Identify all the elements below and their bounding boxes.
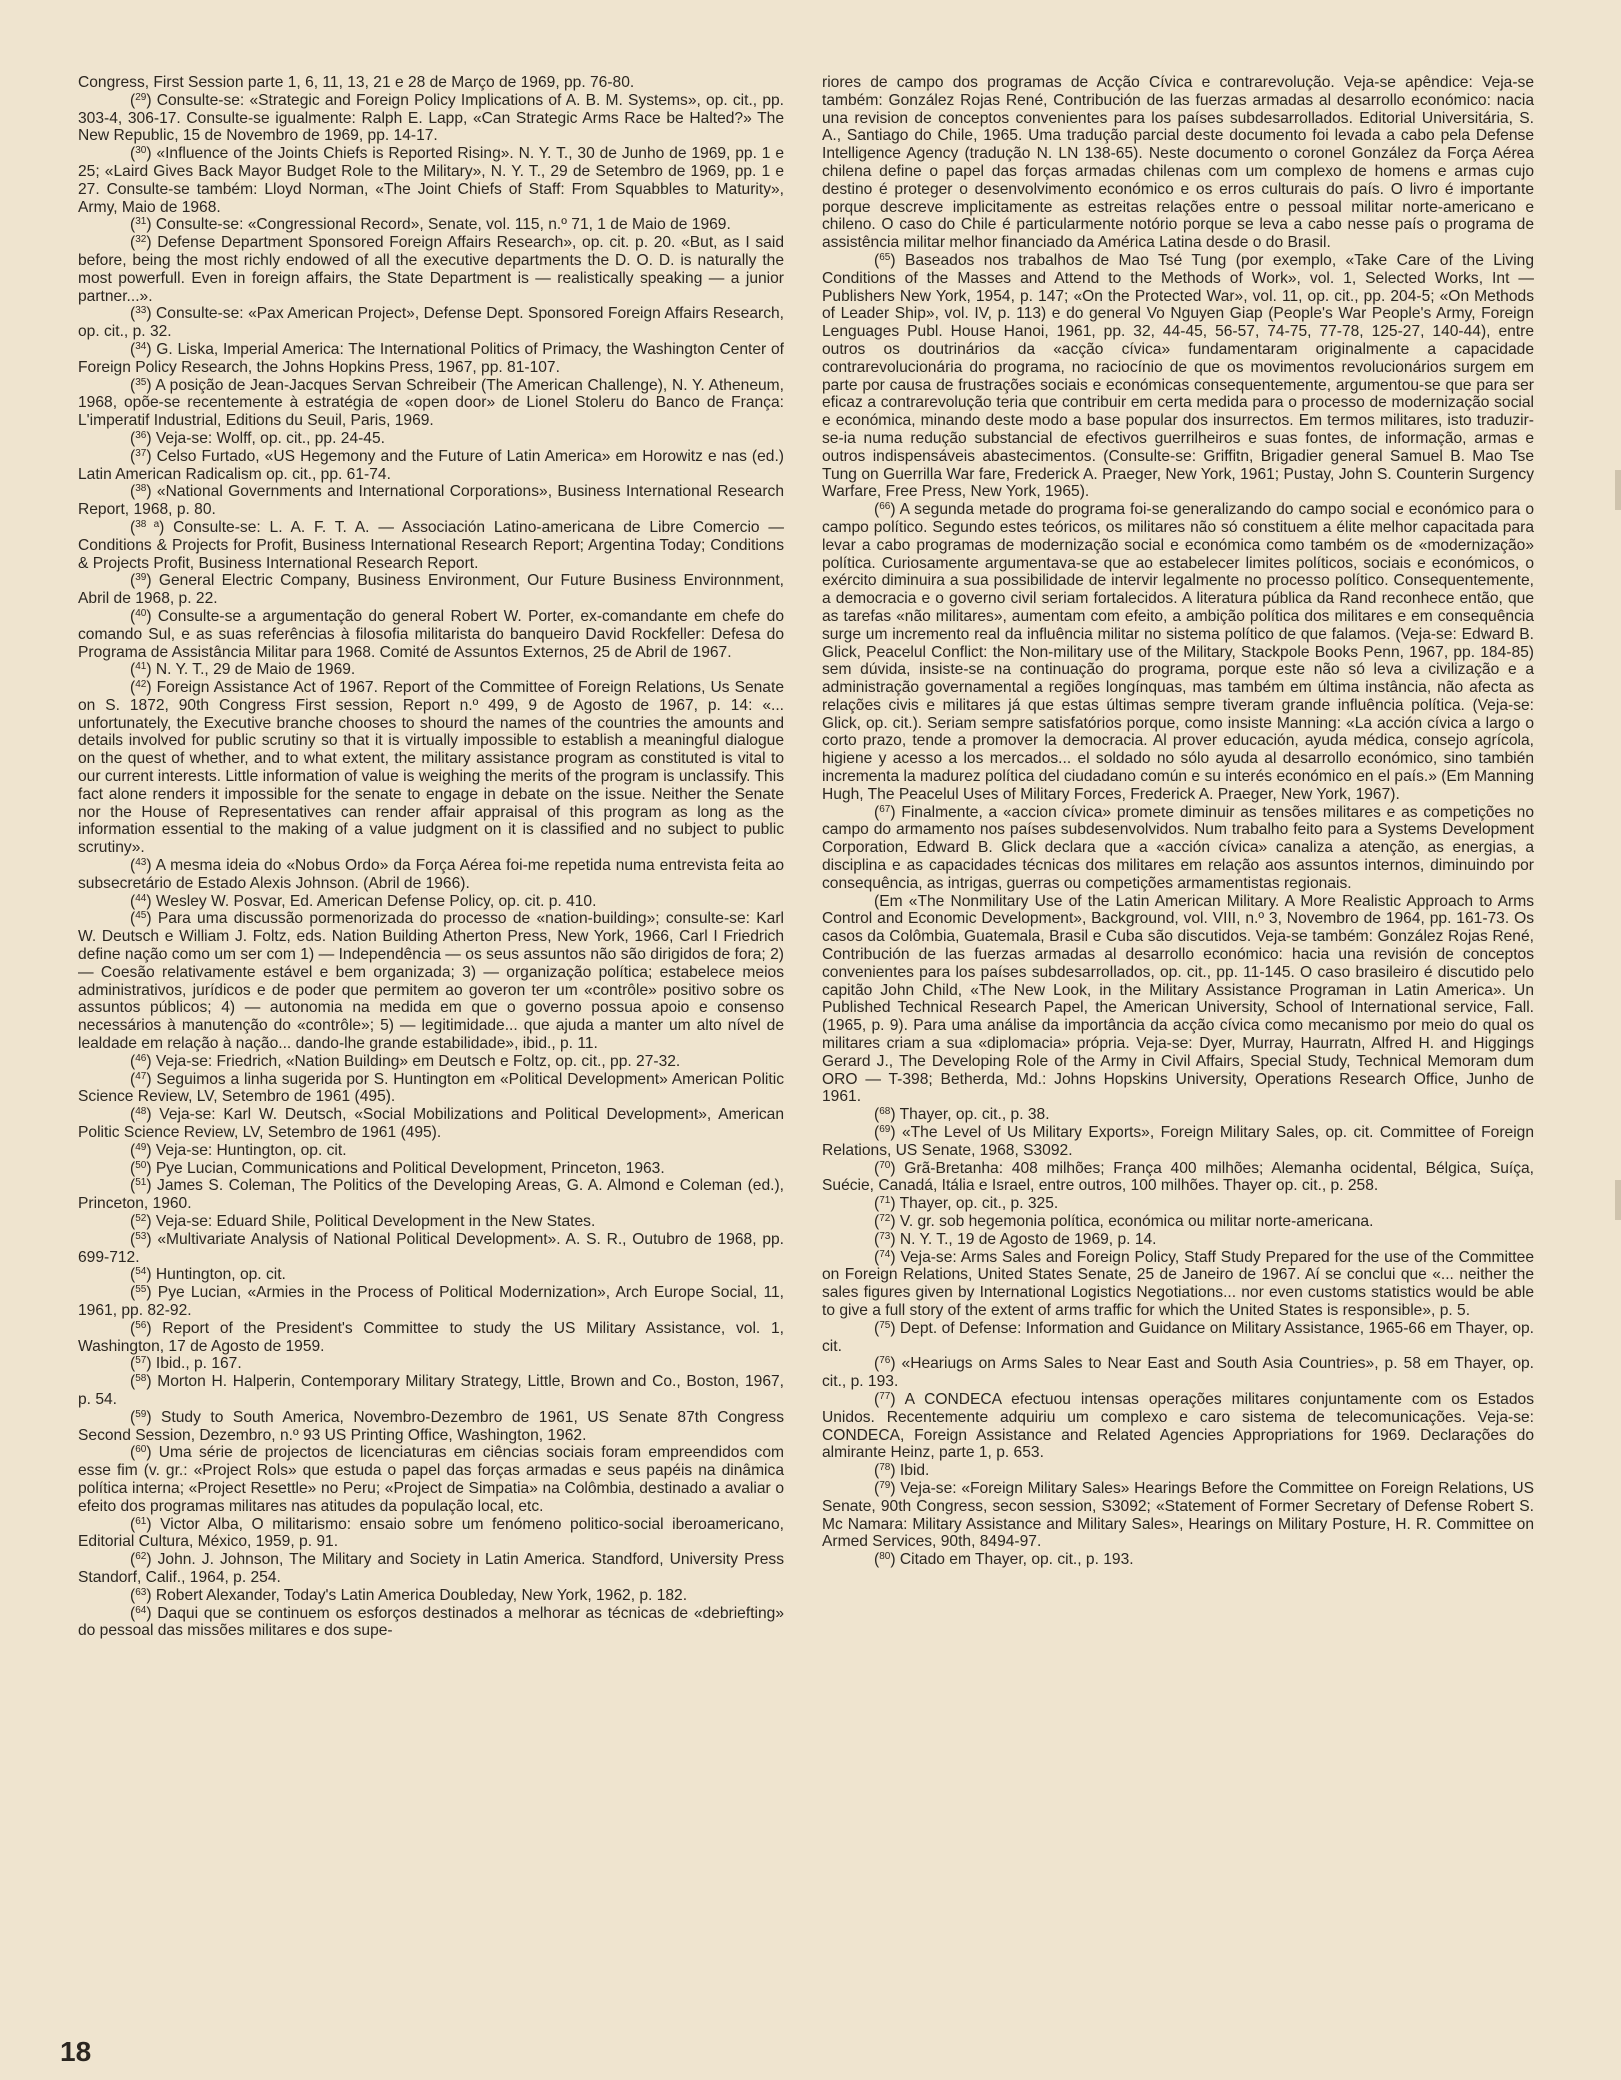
footnote-number: 47 bbox=[135, 1070, 147, 1082]
footnote: ($^{65}$) Baseados nos trabalhos de Mao Tsé Tung (por exemplo, «Take Care of the Living Conditions of the Masses and Attend to the Methods of Work», vol. 1, Selected Works, Int — Publishers New York, 1954, p. 147; «On the Protected War», vol. 11, op. cit., pp. 204-5; «On Methods of Leader Ship», vol. IV, p. 113) e do general Vo Nguyen Giap (People's War People's Army, Foreign Lenguages Publ. House Hanoi, 1961, pp. 32, 44-45, 56-57, 74-75, 77-78, 125-27, 140-44), entre outros os doutrinários da «acção cívica» fundamentaram originalmente a capacidade contrarevolucionária do programa, no raciocínio de que os movimentos revolucionários surgem em parte por causa de frustrações sociais e económicas consequentemente, argumentou-se que para ser eficaz a contrarevolução teria que contribuir em certa medida para o processo de modernização social e económica, minando deste modo a base popular dos insurrectos. Em termos militares, isto traduzir-se-ia numa redução substancial de efectivos guerrilheiros e suas fontes, de informação, armas e outros indispensáveis abastecimentos. (Consulte-se: Griffitn, Brigadier general Samuel B. Mao Tse Tung on Guerrilla War fare, Frederick A. Praeger, New York, 1961; Pustay, John S. Counterin Surgency Warfare, Free Press, New York, 1965). bbox=[822, 251, 1535, 501]
footnote: ($^{57}$) Ibid., p. 167. bbox=[130, 1355, 242, 1373]
left-column-footnotes bbox=[78, 74, 784, 1640]
footnote-text: A segunda metade do programa foi-se generalizando do campo social e económico para o campo político. Segundo estes teóricos, os militares não só constituem a élite melhor capacitada para levar a cabo programas de modernização social e económica como também os de «modernização» política. Curiosamente argumentava-se que ao estabelecer limites políticos, sociais e económicos, o exército diminuira a sua possibilidade de intervir legalmente no processo político. Consequentemente, a democracia e o governo civil seriam fortalecidos. A literatura pública da Rand reconhece então, que as tarefas «não militares», aumentam com efeito, a ambição política dos militares e em consequência surge um incremento real da influência militar no sistema político de que falamos. (Veja-se: Edward B. Glick, Peacelul Conflict: the Non-military use of the Military, Stackpole Books Penn, 1967, pp. 184-85) sem dúvida, insiste-se na continuação do programa, porque este não só leva a civilização e a administração governamental a regiões longínquas, mas também em última instância, não afecta as relações civis e militares já que estas últimas sempre tiveram grande influência política. (Veja-se: Glick, op. cit.). Seriam sempre satisfatórios porque, como insiste Manning: «La acción cívica a largo o corto prazo, tende a promover la democracia. Al prover educación, ayuda médica, consejo agrícola, higiene y acesso a los mercados... el soldado no sólo ayuda al desarrollo económico, sino también incrementa la madurez política del ciudadano común e su interés económico en el país.» (Em Manning Hugh, The Peacelul Uses of Military Forces, Frederick A. Praeger, New York, 1967). bbox=[822, 501, 1535, 803]
footnote-number: 77 bbox=[879, 1390, 891, 1402]
footnote-text: Consulte-se: «Strategic and Foreign Policy Implications of A. B. M. Systems», op. cit., pp. 303-4, 306-17. Consulte-se igualmente: Ralph E. Lapp, «Can Strategic Arms Race be Halted?» The New Republic, 15 de Novembro de 1969, pp. 14-17. bbox=[78, 91, 785, 145]
footnote-text: riores de campo dos programas de Acção Cívica e contrarevolução. Veja-se apêndice: Veja-se também: González Rojas René, Contribución de las fuerzas armadas al desarrollo económico: nacia una revision de conceptos convenientes para los países subdesarrollados. Editorial Universitária, S. A., Santiago do Chile, 1965. Uma tradução parcial deste documento foi levada a cabo pela Defense Intelligence Agency (tradução N. LN 138-65). Neste documento o coronel González da Força Aérea chilena define o papel das forças armadas chilenas com um complexo de homens e armas cujo destino é proteger o desenvolvimento económico e os erros culturais do país. O livro é importante porque descreve implicitamente as estreitas relações entre o pessoal militar norte-americano e chileno. O caso do Chile é particularmente notório porque se leva a cabo nesse país o programa de assistência militar melhor financiado da América Latina desde o do Brasil. bbox=[822, 74, 1534, 252]
footnote bbox=[822, 893, 1534, 1107]
footnote-text: Ibid., p. 167. bbox=[155, 1355, 242, 1373]
footnote bbox=[78, 74, 784, 92]
footnote-number: 30 bbox=[135, 145, 147, 157]
footnote-text: Veja-se: Wolff, op. cit., pp. 24-45. bbox=[155, 429, 385, 447]
footnote: ($^{59}$) Study to South America, Novembro-Dezembro de 1961, US Senate 87th Congress Second Session, Dezembro, n.º 93 US Printing Office, Washington, 1962. bbox=[78, 1408, 784, 1444]
footnote-number: 32 bbox=[135, 234, 147, 246]
footnote-text: Victor Alba, O militarismo: ensaio sobre um fenómeno politico-social iberoamericano, Editorial Cultura, México, 1959, p. 91. bbox=[78, 1515, 784, 1551]
footnote-text: (Em «The Nonmilitary Use of the Latin American Military. A More Realistic Approach to Arms Control and Economic Development», Background, vol. VIII, n.º 3, Novembro de 1964, pp. 161-73. Os casos da Colômbia, Guatemala, Brasil e Cuba são discutidos. Veja-se também: González Rojas René, Contribución de las fuerzas armadas al desarrollo económico: hacia una revisión de conceptos convenientes para los países subdesarrollados, op. cit., pp. 11-145. O caso brasileiro é discutido pelo capitão John Child, «The New Look, in the Military Assistance Programan in Latin America». Un Published Technical Research Papel, the American University, School of International service, Fall. (1965, p. 9). Para uma análise da importância da acção cívica como mecanismo por meio do qual os militares criam a sua «diplomacia» própria. Veja-se: Dyer, Murray, Haurratn, Alfred H. and Higgings Gerard J., The Developing Role of the Army in Civil Affairs, Special Study, Technical Memoram dum ORO — T-398; Betherda, Md.: Johns Hopskins University, Operations Research Office, Junho de 1961. bbox=[822, 892, 1534, 1106]
footnote: ($^{34}$) G. Liska, Imperial America: The International Politics of Primacy, the Washington Center of Foreign Policy Research, the Johns Hopkins Press, 1967, pp. 81-107. bbox=[78, 340, 784, 376]
footnote-number: 63 bbox=[135, 1586, 147, 1598]
footnote-number: 50 bbox=[135, 1159, 147, 1171]
footnote-text: «The Level of Us Military Exports», Foreign Military Sales, op. cit. Committee of Foreign Relations, US Senate, 1968, S3092. bbox=[822, 1124, 1534, 1159]
footnote-number: 52 bbox=[135, 1213, 147, 1224]
footnote: ($^{45}$) Para uma discussão pormenorizada do processo de «nation-building»; consulte-se: Karl W. Deutsch e William J. Foltz, eds. Nation Building Atherton Press, New York, 1966, Carl I Friedrich define nação como um ser com 1) — Independência — os seus assuntos não são dirigidos de fora; 2) — Coesão relativamente estável e bem organizada; 3) — organização política; estabelece meios administrativos, jurídicos e de poder que permitem ao goveron ter um «contrôle» positivo sobre os assuntos públicos; 4) — autonomia na medida em que o governo possua apoio e consenso necessários à manutenção do «contrôle»; 5) — legitimidade... que ajuda a manter um alto nível de lealdade em relação à nação... dando-lhe grande estabilidade», ibid., p. 11. bbox=[78, 910, 784, 1053]
footnote: ($^{69}$) «The Level of Us Military Exports», Foreign Military Sales, op. cit. Committee of Foreign Relations, US Senate, 1968, S3092. bbox=[822, 1124, 1534, 1159]
footnote-text: Para uma discussão pormenorizada do processo de «nation-building»; consulte-se: Karl W. Deutsch e William J. Foltz, eds. Nation Building Atherton Press, New York, 1966, Carl I Friedrich define nação como um ser com 1) — Independência — os seus assuntos não são dirigidos de fora; 2) — Coesão relativamente estável e bem organizada; 3) — organização política; estabelece meios administrativos, jurídicos e de poder que permitem ao goveron ter um «contrôle» positivo sobre os assuntos públicos; 4) — autonomia na medida em que o governo possua apoio e consenso necessários à manutenção do «contrôle»; 5) — legitimidade... que ajuda a manter um alto nível de lealdade em relação à nação... dando-lhe grande estabilidade», ibid., p. 11. bbox=[78, 910, 784, 1053]
footnote: ($^{56}$) Report of the President's Committee to study the US Military Assistance, vol. 1, Washington, 17 de Agosto de 1959. bbox=[78, 1319, 784, 1355]
footnote-text: James S. Coleman, The Politics of the Developing Areas, G. A. Almond e Coleman (ed.), Princeton, 1960. bbox=[78, 1177, 784, 1213]
footnote-number: 67 bbox=[879, 803, 891, 815]
footnote-number: 37 bbox=[135, 447, 147, 459]
footnote-text: Celso Furtado, «US Hegemony and the Future of Latin America» em Horowitz e nas (ed.) Latin American Radicalism op. cit., pp. 61-74. bbox=[78, 447, 784, 483]
footnote-number: 39 bbox=[135, 572, 147, 584]
footnote-number: 59 bbox=[135, 1408, 147, 1420]
footnote: ($^{40}$) Consulte-se a argumentação do general Robert W. Porter, ex-comandante em chefe do comando Sul, e as suas referências à filosofia militarista do banqueiro David Rockfeller: Defesa do Programa de Assistância Militar para 1968. Comité de Assuntos Externos, 25 de Abril de 1967. bbox=[78, 607, 784, 661]
footnote-number: 54 bbox=[135, 1266, 147, 1278]
footnote: ($^{52}$) Veja-se: Eduard Shile, Political Development in the New States. bbox=[130, 1213, 596, 1230]
footnote-number: 72 bbox=[879, 1213, 891, 1224]
footnote: ($^{35}$) A posição de Jean-Jacques Servan Schreibeir (The American Challenge), N. Y. Atheneum, 1968, opõe-se recentemente à estratégia de «open door» de Lionel Stoleru do Banco de França: L'imperatif Industrial, Editions du Seuil, Paris, 1969. bbox=[78, 376, 784, 430]
footnote: ($^{67}$) Finalmente, a «accion cívica» promete diminuir as tensões militares e as competições no campo do armamento nos países subdesenvolvidos. Num trabalho feito para a Systems Development Corporation, Edward B. Glick declara que a «acción cívica» canaliza a atenção, as energias, a disciplina e as capacidades técnicas dos militares em relação aos assuntos internos, diminuindo por consequência, as intrigas, guerras ou competições armamentistas regionais. bbox=[822, 803, 1535, 892]
footnote-number: 38 a bbox=[135, 518, 160, 530]
footnote-text: Grã-Bretanha: 408 milhões; França 400 milhões; Alemanha ocidental, Bélgica, Suíça, Suécie, Canadá, Itália e Israel, entre outros, 100 milhões. Thayer op. cit., p. 258. bbox=[822, 1159, 1535, 1195]
footnote-number: 33 bbox=[135, 305, 147, 317]
footnote-text: Robert Alexander, Today's Latin America Doubleday, New York, 1962, p. 182. bbox=[155, 1586, 688, 1604]
footnote-text: Baseados nos trabalhos de Mao Tsé Tung (por exemplo, «Take Care of the Living Conditions of the Masses and Attend to the Methods of Work», vol. 1, Selected Works, Int — Publishers New York, 1954, p. 147; «On the Protected War», vol. 11, op. cit., pp. 204-5; «On Methods of Leader Ship», vol. IV, p. 113) e do general Vo Nguyen Giap (People's War People's Army, Foreign Lenguages Publ. House Hanoi, 1961, pp. 32, 44-45, 56-57, 74-75, 77-78, 125-27, 140-44), entre outros os doutrinários da «acção cívica» fundamentaram originalmente a capacidade contrarevolucionária do programa, no raciocínio de que os movimentos revolucionários surgem em parte por causa de frustrações sociais e económicas consequentemente, argumentou-se que para ser eficaz a contrarevolução teria que contribuir em certa medida para o processo de modernização social e económica, minando deste modo a base popular dos insurrectos. Em termos militares, isto traduzir-se-ia numa redução substancial de efectivos guerrilheiros e suas fontes, de informação, armas e outros indispensáveis abastecimentos. (Consulte-se: Griffitn, Brigadier general Samuel B. Mao Tse Tung on Guerrilla War fare, Frederick A. Praeger, New York, 1961; Pustay, John S. Counterin Surgency Warfare, Free Press, New York, 1965). bbox=[822, 251, 1535, 501]
footnote-number: 48 bbox=[135, 1106, 147, 1118]
footnote-number: 43 bbox=[135, 857, 147, 869]
footnote-number: 64 bbox=[135, 1604, 147, 1616]
footnote-text: Veja-se: Karl W. Deutsch, «Social Mobilizations and Political Development», American Politic Science Review, LV, Setembro de 1961 (495). bbox=[78, 1106, 784, 1142]
footnote-text: Defense Department Sponsored Foreign Affairs Research», op. cit. p. 20. «But, as I said before, being the most richly endowed of all the executive departments the D. O. D. is naturally the most powerfull. Even in foreign affairs, the State Department is — realistically speaking — a junior partner...». bbox=[78, 234, 784, 305]
footnote: ($^{77}$) A CONDECA efectuou intensas operações militares conjuntamente com os Estados Unidos. Recentemente adquiriu um complexo e caro sistema de telecomunicações. Veja-se: CONDECA, Foreign Assistance and Related Agencies Appropriations for 1969. Declarações do almirante Heinz, parte 1, p. 653. bbox=[822, 1390, 1534, 1462]
footnote-number: 57 bbox=[135, 1355, 147, 1367]
footnote: ($^{33}$) Consulte-se: «Pax American Project», Defense Dept. Sponsored Foreign Affairs Research, op. cit., p. 32. bbox=[78, 305, 784, 341]
footnote-text: Study to South America, Novembro-Dezembro de 1961, US Senate 87th Congress Second Session, Dezembro, n.º 93 US Printing Office, Washington, 1962. bbox=[78, 1408, 784, 1444]
footnote: ($^{42}$) Foreign Assistance Act of 1967. Report of the Committee of Foreign Relations, Us Senate on S. 1872, 90th Congress First session, Report n.º 499, 9 de Agosto de 1967, p. 14: «... unfortunately, the Executive branche chooses to shourd the names of the countries the amounts and details involved for public scrutiny so that it is virtually impossible to establish a meaningful dialogue on the quest of whether, and to what extent, the military assistance program as constituted is vital to our current interests. Little information of value is weighing the merits of the program is unclassify. This fact alone renders it impossible for the senate to engage in debate on the issue. Neither the Senate nor the House of Representatives can render affair appraisal of this program as long as the information essential to the making of a value judgment on it is classified and no subject to public scrutiny». bbox=[78, 679, 784, 857]
footnote-number: 74 bbox=[879, 1248, 891, 1260]
footnote-text: N. Y. T., 29 de Maio de 1969. bbox=[155, 661, 356, 679]
footnote: ($^{29}$) Consulte-se: «Strategic and Foreign Policy Implications of A. B. M. Systems», op. cit., pp. 303-4, 306-17. Consulte-se igualmente: Ralph E. Lapp, «Can Strategic Arms Race be Halted?» The New Republic, 15 de Novembro de 1969, pp. 14-17. bbox=[78, 91, 785, 145]
footnote-text: John. J. Johnson, The Military and Society in Latin America. Standford, University Press Standorf, Calif., 1964, p. 254. bbox=[78, 1551, 784, 1586]
footnote: ($^{39}$) General Electric Company, Business Environment, Our Future Business Environnment, Abril de 1968, p. 22. bbox=[78, 572, 785, 608]
footnote-text: Consulte-se: «Pax American Project», Defense Dept. Sponsored Foreign Affairs Research, op. cit., p. 32. bbox=[78, 305, 784, 341]
footnote: ($^{75}$) Dept. of Defense: Information and Guidance on Military Assistance, 1965-66 em Thayer, op. cit. bbox=[822, 1319, 1535, 1355]
footnote-text: Consulte-se: «Congressional Record», Senate, vol. 115, n.º 71, 1 de Maio de 1969. bbox=[155, 216, 731, 234]
footnote-number: 61 bbox=[135, 1515, 147, 1527]
page-number: 18 bbox=[60, 2036, 92, 2067]
footnote-number: 75 bbox=[879, 1319, 891, 1331]
footnote-text: Report of the President's Committee to study the US Military Assistance, vol. 1, Washington, 17 de Agosto de 1959. bbox=[78, 1319, 784, 1355]
footnote-text: «Multivariate Analysis of National Political Development». A. S. R., Outubro de 1968, pp. 699-712. bbox=[78, 1230, 784, 1266]
footnote: ($^{37}$) Celso Furtado, «US Hegemony and the Future of Latin America» em Horowitz e nas (ed.) Latin American Radicalism op. cit., pp. 61-74. bbox=[78, 447, 784, 483]
footnote-text: Foreign Assistance Act of 1967. Report of the Committee of Foreign Relations, Us Senate on S. 1872, 90th Congress First session, Report n.º 499, 9 de Agosto de 1967, p. 14: «... unfortunately, the Executive branche chooses to shourd the names of the countries the amounts and details involved for public scrutiny so that it is virtually impossible to establish a meaningful dialogue on the quest of whether, and to what extent, the military assistance program as constituted is vital to our current interests. Little information of value is weighing the merits of the program is unclassify. This fact alone renders it impossible for the senate to engage in debate on the issue. Neither the Senate nor the House of Representatives can render affair appraisal of this program as long as the information essential to the making of a value judgment on it is classified and no subject to public scrutiny». bbox=[78, 679, 784, 857]
footnote-text: Thayer, op. cit., p. 38. bbox=[899, 1106, 1050, 1124]
footnote-text: Consulte-se a argumentação do general Robert W. Porter, ex-comandante em chefe do comando Sul, e as suas referências à filosofia militarista do banqueiro David Rockfeller: Defesa do Programa de Assistância Militar para 1968. Comité de Assuntos Externos, 25 de Abril de 1967. bbox=[78, 607, 784, 661]
footnote-text: Daqui que se continuem os esforços destinados a melhorar as técnicas de «debriefting» do pessoal das missões militares e dos supe- bbox=[78, 1604, 784, 1640]
footnote bbox=[822, 74, 1534, 252]
footnote-text: General Electric Company, Business Environment, Our Future Business Environnment, Abril de 1968, p. 22. bbox=[78, 572, 785, 608]
footnote: ($^{71}$) Thayer, op. cit., p. 325. bbox=[874, 1195, 1059, 1213]
footnote-text: Veja-se: «Foreign Military Sales» Hearings Before the Committee on Foreign Relations, US Senate, 90th Congress, secon session, S3092; «Statement of Former Secretary of Defense Robert S. Mc Namara: Military Assistance and Military Sales», Hearings on Military Posture, H. R. Committee on Armed Services, 90th, 8494-97. bbox=[822, 1479, 1534, 1551]
footnote: ($^{51}$) James S. Coleman, The Politics of the Developing Areas, G. A. Almond e Coleman (ed.), Princeton, 1960. bbox=[78, 1177, 784, 1213]
footnote: ($^{41}$) N. Y. T., 29 de Maio de 1969. bbox=[130, 661, 356, 679]
footnote: ($^{54}$) Huntington, op. cit. bbox=[130, 1266, 286, 1284]
footnote-number: 31 bbox=[135, 216, 147, 228]
footnote-number: 38 bbox=[135, 483, 147, 495]
footnote-number: 44 bbox=[135, 892, 147, 904]
footnote: ($^{47}$) Seguimos a linha sugerida por S. Huntington em «Political Development» American Politic Science Review, LV, Setembro de 1961 (495). bbox=[78, 1070, 784, 1106]
footnote-number: 35 bbox=[135, 376, 147, 388]
right-column-footnotes bbox=[822, 74, 1534, 1569]
footnote-text: Thayer, op. cit., p. 325. bbox=[899, 1195, 1059, 1213]
footnote-text: «National Governments and International Corporations», Business International Research Report, 1968, p. 80. bbox=[78, 483, 784, 519]
footnote: ($^{32}$) Defense Department Sponsored Foreign Affairs Research», op. cit. p. 20. «But, as I said before, being the most richly endowed of all the executive departments the D. O. D. is naturally the most powerfull. Even in foreign affairs, the State Department is — realistically speaking — a junior partner...». bbox=[78, 234, 784, 305]
footnote-text: Seguimos a linha sugerida por S. Huntington em «Political Development» American Politic Science Review, LV, Setembro de 1961 (495). bbox=[78, 1070, 784, 1106]
footnote-number: 56 bbox=[135, 1319, 147, 1331]
footnote-number: 79 bbox=[879, 1479, 891, 1491]
footnote-number: 65 bbox=[879, 251, 891, 263]
footnote: ($^{43}$) A mesma ideia do «Nobus Ordo» da Força Aérea foi-me repetida numa entrevista feita ao subsecretário de Estado Alexis Johnson. (Abril de 1966). bbox=[78, 857, 784, 892]
footnote-text: Citado em Thayer, op. cit., p. 193. bbox=[899, 1551, 1134, 1569]
footnote-text: Dept. of Defense: Information and Guidance on Military Assistance, 1965-66 em Thayer, op. cit. bbox=[822, 1319, 1535, 1355]
footnote-number: 45 bbox=[135, 910, 147, 922]
footnote-text: Veja-se: Friedrich, «Nation Building» em Deutsch e Foltz, op. cit., pp. 27-32. bbox=[155, 1052, 681, 1070]
footnote: ($^{72}$) V. gr. sob hegemonia política, económica ou militar norte-americana. bbox=[874, 1213, 1374, 1230]
footnote: ($^{55}$) Pye Lucian, «Armies in the Process of Political Modernization», Arch Europe Social, 11, 1961, pp. 82-92. bbox=[78, 1284, 784, 1319]
footnote: ($^{63}$) Robert Alexander, Today's Latin America Doubleday, New York, 1962, p. 182. bbox=[130, 1586, 688, 1604]
footnote: ($^{61}$) Victor Alba, O militarismo: ensaio sobre um fenómeno politico-social iberoamericano, Editorial Cultura, México, 1959, p. 91. bbox=[78, 1515, 784, 1551]
footnote-text: N. Y. T., 19 de Agosto de 1969, p. 14. bbox=[899, 1230, 1157, 1248]
footnote-text: «Heariugs on Arms Sales to Near East and South Asia Countries», p. 58 em Thayer, op. cit., p. 193. bbox=[822, 1355, 1534, 1391]
footnote: ($^{80}$) Citado em Thayer, op. cit., p. 193. bbox=[874, 1551, 1134, 1569]
footnote: ($^{68}$) Thayer, op. cit., p. 38. bbox=[874, 1106, 1050, 1124]
footnote: ($^{49}$) Veja-se: Huntington, op. cit. bbox=[130, 1141, 347, 1159]
footnote-number: 69 bbox=[879, 1124, 891, 1136]
footnote-text: Consulte-se: L. A. F. T. A. — Associación Latino-americana de Libre Comercio — Conditions & Projects for Profit, Business International Research Report; Argentina Today; Conditions & Projects Profit, Business International Research Report. bbox=[78, 518, 784, 572]
footnote-number: 66 bbox=[879, 501, 891, 513]
footnote-text: V. gr. sob hegemonia política, económica ou militar norte-americana. bbox=[899, 1213, 1374, 1230]
footnote-number: 71 bbox=[879, 1195, 891, 1207]
footnote: ($^{74}$) Veja-se: Arms Sales and Foreign Policy, Staff Study Prepared for the use of the Committee on Foreign Relations, United States Senate, 25 de Janeiro de 1967. Aí se conclui que «... neither the sales figures given by International Logistics Negotiations... nor even customs statistics would be able to give a full story of the extent of arms traffic for which the United States is responsible», p. 5. bbox=[822, 1248, 1534, 1319]
footnote-text: «Influence of the Joints Chiefs is Reported Rising». N. Y. T., 30 de Junho de 1969, pp. 1 e 25; «Laird Gives Back Mayor Budget Role to the Military», N. Y. T., 29 de Setembro de 1969, pp. 1 e 27. Consulte-se também: Lloyd Norman, «The Joint Chiefs of Staff: From Squabbles to Maturity», Army, Maio de 1968. bbox=[78, 145, 784, 216]
edge-mark bbox=[1615, 470, 1621, 510]
footnote: ($^{38}$) «National Governments and International Corporations», Business International Research Report, 1968, p. 80. bbox=[78, 483, 784, 519]
footnote-number: 51 bbox=[135, 1177, 147, 1189]
footnote-text: Ibid. bbox=[899, 1462, 930, 1480]
footnote-number: 58 bbox=[135, 1373, 147, 1385]
footnote-text: G. Liska, Imperial America: The International Politics of Primacy, the Washington Center of Foreign Policy Research, the Johns Hopkins Press, 1967, pp. 81-107. bbox=[78, 340, 784, 376]
footnote: ($^{60}$) Uma série de projectos de licenciaturas em ciências sociais foram empreendidos com esse fim (v. gr.: «Project Rols» que estuda o papel das forças armadas e seus papéis na dinâmica política interna; «Project Resettle» no Peru; «Project de Simpatia» na Colômbia, destinado a avaliar o efeito dos programas militares nas atitudes da população local, etc. bbox=[78, 1444, 784, 1515]
footnote-number: 49 bbox=[135, 1141, 147, 1153]
footnote-number: 73 bbox=[879, 1230, 891, 1242]
footnote-text: Finalmente, a «accion cívica» promete diminuir as tensões militares e as competições no campo do armamento nos países subdesenvolvidos. Num trabalho feito para a Systems Development Corporation, Edward B. Glick declara que a «acción cívica» canaliza a atenção, as energias, a disciplina e as capacidades técnicas dos militares em relação aos assuntos internos, diminuindo por consequência, as intrigas, guerras ou competições armamentistas regionais. bbox=[822, 803, 1535, 892]
footnote-number: 80 bbox=[879, 1551, 891, 1563]
footnote-number: 41 bbox=[135, 661, 147, 673]
footnote: ($^{70}$) Grã-Bretanha: 408 milhões; França 400 milhões; Alemanha ocidental, Bélgica, Suíça, Suécie, Canadá, Itália e Israel, entre outros, 100 milhões. Thayer op. cit., p. 258. bbox=[822, 1159, 1535, 1195]
footnote: ($^{44}$) Wesley W. Posvar, Ed. American Defense Policy, op. cit. p. 410. bbox=[130, 892, 597, 910]
footnote: ($^{58}$) Morton H. Halperin, Contemporary Military Strategy, Little, Brown and Co., Boston, 1967, p. 54. bbox=[78, 1373, 784, 1408]
footnote: ($^{64}$) Daqui que se continuem os esforços destinados a melhorar as técnicas de «debriefting» do pessoal das missões militares e dos supe- bbox=[78, 1604, 784, 1640]
footnote-number: 53 bbox=[135, 1230, 147, 1242]
footnote: ($^{31}$) Consulte-se: «Congressional Record», Senate, vol. 115, n.º 71, 1 de Maio de 1969. bbox=[130, 216, 731, 234]
footnote: ($^{38 a}$) Consulte-se: L. A. F. T. A. — Associación Latino-americana de Libre Comercio — Conditions & Projects for Profit, Business International Research Report; Argentina Today; Conditions & Projects Profit, Business International Research Report. bbox=[78, 518, 784, 572]
footnote: ($^{66}$) A segunda metade do programa foi-se generalizando do campo social e económico para o campo político. Segundo estes teóricos, os militares não só constituem a élite melhor capacitada para levar a cabo programas de modernização social e económica como também os de «modernização» política. Curiosamente argumentava-se que ao estabelecer limites políticos, sociais e económicos, o exército diminuira a sua possibilidade de intervir legalmente no processo político. Consequentemente, a democracia e o governo civil seriam fortalecidos. A literatura pública da Rand reconhece então, que as tarefas «não militares», aumentam com efeito, a ambição política dos militares e em consequência surge um incremento real da influência militar no sistema político de que falamos. (Veja-se: Edward B. Glick, Peacelul Conflict: the Non-military use of the Military, Stackpole Books Penn, 1967, pp. 184-85) sem dúvida, insiste-se na continuação do programa, porque este não só leva a civilização e a administração governamental a regiões longínquas, mas também em última instância, não afecta as relações civis e militares já que estas últimas sempre tiveram grande influência política. (Veja-se: Glick, op. cit.). Seriam sempre satisfatórios porque, como insiste Manning: «La acción cívica a largo o corto prazo, tende a promover la democracia. Al prover educación, ayuda médica, consejo agrícola, higiene y acesso a los mercados... el soldado no sólo ayuda al desarrollo económico, sino también incrementa la madurez política del ciudadano común e su interés económico en el país.» (Em Manning Hugh, The Peacelul Uses of Military Forces, Frederick A. Praeger, New York, 1967). bbox=[822, 501, 1535, 803]
footnote: ($^{76}$) «Heariugs on Arms Sales to Near East and South Asia Countries», p. 58 em Thayer, op. cit., p. 193. bbox=[822, 1355, 1534, 1391]
footnote-number: 78 bbox=[879, 1462, 891, 1474]
footnote-number: 34 bbox=[135, 340, 147, 352]
footnote-number: 40 bbox=[135, 607, 147, 619]
footnote: ($^{62}$) John. J. Johnson, The Military and Society in Latin America. Standford, University Press Standorf, Calif., 1964, p. 254. bbox=[78, 1551, 784, 1586]
footnote-number: 60 bbox=[135, 1444, 147, 1456]
footnote: ($^{53}$) «Multivariate Analysis of National Political Development». A. S. R., Outubro de 1968, pp. 699-712. bbox=[78, 1230, 784, 1266]
edge-mark bbox=[1615, 1180, 1621, 1220]
footnote: ($^{48}$) Veja-se: Karl W. Deutsch, «Social Mobilizations and Political Development», American Politic Science Review, LV, Setembro de 1961 (495). bbox=[78, 1106, 784, 1142]
footnote: ($^{78}$) Ibid. bbox=[874, 1462, 930, 1480]
footnote-number: 76 bbox=[879, 1355, 891, 1367]
footnote: ($^{46}$) Veja-se: Friedrich, «Nation Building» em Deutsch e Foltz, op. cit., pp. 27-32. bbox=[130, 1052, 681, 1070]
footnote: ($^{73}$) N. Y. T., 19 de Agosto de 1969, p. 14. bbox=[874, 1230, 1157, 1248]
footnote-text: Uma série de projectos de licenciaturas em ciências sociais foram empreendidos com esse fim (v. gr.: «Project Rols» que estuda o papel das forças armadas e seus papéis na dinâmica política interna; «Project Resettle» no Peru; «Project de Simpatia» na Colômbia, destinado a avaliar o efeito dos programas militares nas atitudes da população local, etc. bbox=[78, 1444, 784, 1515]
footnote: ($^{36}$) Veja-se: Wolff, op. cit., pp. 24-45. bbox=[130, 429, 385, 447]
footnote-text: Pye Lucian, «Armies in the Process of Political Modernization», Arch Europe Social, 11, 1961, pp. 82-92. bbox=[78, 1284, 784, 1319]
footnote: ($^{30}$) «Influence of the Joints Chiefs is Reported Rising». N. Y. T., 30 de Junho de 1969, pp. 1 e 25; «Laird Gives Back Mayor Budget Role to the Military», N. Y. T., 29 de Setembro de 1969, pp. 1 e 27. Consulte-se também: Lloyd Norman, «The Joint Chiefs of Staff: From Squabbles to Maturity», Army, Maio de 1968. bbox=[78, 145, 784, 216]
footnote-text: Veja-se: Eduard Shile, Political Development in the New States. bbox=[155, 1213, 596, 1230]
footnote-number: 29 bbox=[135, 91, 147, 103]
footnote-number: 46 bbox=[135, 1052, 147, 1064]
footnote: ($^{50}$) Pye Lucian, Communications and Political Development, Princeton, 1963. bbox=[130, 1159, 665, 1177]
footnote-text: A mesma ideia do «Nobus Ordo» da Força Aérea foi-me repetida numa entrevista feita ao subsecretário de Estado Alexis Johnson. (Abril de 1966). bbox=[78, 857, 784, 892]
footnote-text: Veja-se: Arms Sales and Foreign Policy, Staff Study Prepared for the use of the Committee on Foreign Relations, United States Senate, 25 de Janeiro de 1967. Aí se conclui que «... neither the sales figures given by International Logistics Negotiations... nor even customs statistics would be able to give a full story of the extent of arms traffic for which the United States is responsible», p. 5. bbox=[822, 1248, 1534, 1319]
footnote-text: Pye Lucian, Communications and Political Development, Princeton, 1963. bbox=[155, 1159, 665, 1177]
footnote-text: Veja-se: Huntington, op. cit. bbox=[155, 1141, 347, 1159]
footnote-number: 68 bbox=[879, 1106, 891, 1118]
footnote-number: 62 bbox=[135, 1551, 147, 1563]
footnote-text: Huntington, op. cit. bbox=[155, 1266, 286, 1284]
footnote-number: 70 bbox=[879, 1159, 891, 1171]
footnote-text: Morton H. Halperin, Contemporary Military Strategy, Little, Brown and Co., Boston, 1967, p. 54. bbox=[78, 1373, 784, 1408]
footnote-text: A CONDECA efectuou intensas operações militares conjuntamente com os Estados Unidos. Recentemente adquiriu um complexo e caro sistema de telecomunicações. Veja-se: CONDECA, Foreign Assistance and Related Agencies Appropriations for 1969. Declarações do almirante Heinz, parte 1, p. 653. bbox=[822, 1390, 1534, 1462]
footnote-number: 36 bbox=[135, 429, 147, 441]
footnote-number: 42 bbox=[135, 679, 147, 691]
footnote: ($^{79}$) Veja-se: «Foreign Military Sales» Hearings Before the Committee on Foreign Relations, US Senate, 90th Congress, secon session, S3092; «Statement of Former Secretary of Defense Robert S. Mc Namara: Military Assistance and Military Sales», Hearings on Military Posture, H. R. Committee on Armed Services, 90th, 8494-97. bbox=[822, 1479, 1534, 1551]
footnote-text: A posição de Jean-Jacques Servan Schreibeir (The American Challenge), N. Y. Atheneum, 1968, opõe-se recentemente à estratégia de «open door» de Lionel Stoleru do Banco de França: L'imperatif Industrial, Editions du Seuil, Paris, 1969. bbox=[78, 376, 784, 430]
footnote-text: Congress, First Session parte 1, 6, 11, 13, 21 e 28 de Março de 1969, pp. 76-80. bbox=[78, 74, 635, 91]
footnote-text: Wesley W. Posvar, Ed. American Defense Policy, op. cit. p. 410. bbox=[155, 892, 597, 910]
footnote-number: 55 bbox=[135, 1284, 147, 1296]
